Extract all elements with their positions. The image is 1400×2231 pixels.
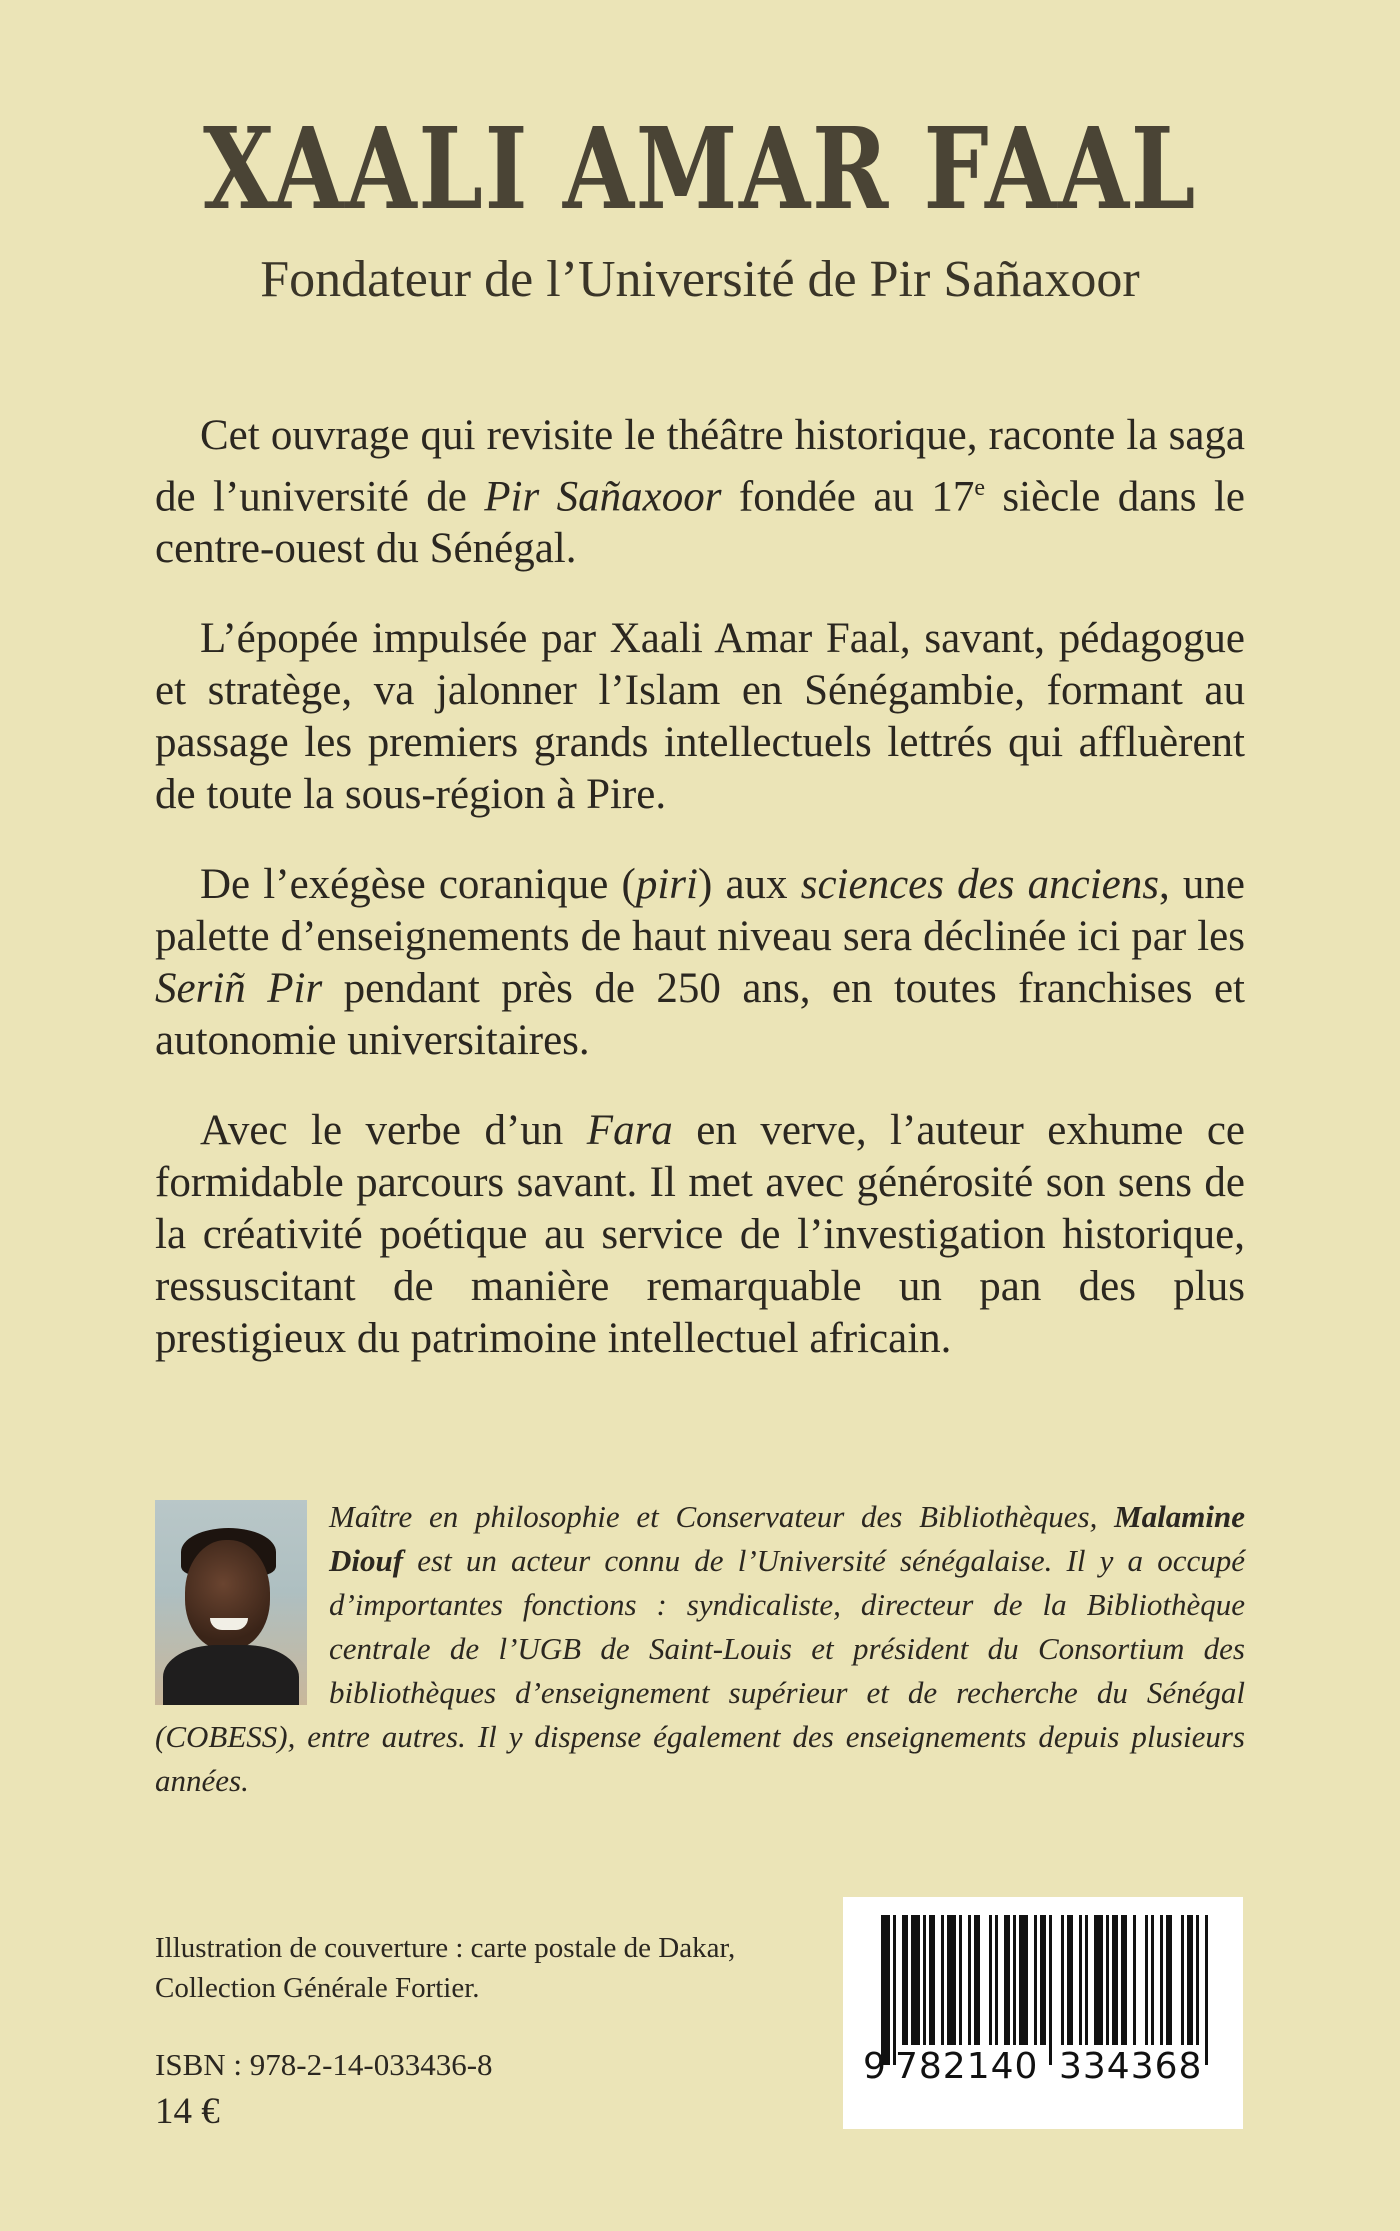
barcode-bar: [1151, 1915, 1154, 2045]
barcode-bar: [923, 1915, 926, 2045]
barcode-bar: [1061, 1915, 1064, 2045]
barcode-bar: [1181, 1915, 1184, 2045]
barcode-bar: [974, 1915, 980, 2045]
price: 14 €: [155, 2091, 220, 2132]
barcode-bar: [947, 1915, 956, 2045]
barcode-bar: [1019, 1915, 1028, 2045]
credits-line-1: Illustration de couverture : carte postale de Dakar,: [155, 1932, 736, 1964]
barcode-bar: [881, 1915, 890, 2065]
barcode-bar: [1133, 1915, 1136, 2045]
cover-credits: [155, 1928, 795, 2008]
barcode-bar: [1049, 1915, 1052, 2065]
barcode-bar: [1013, 1915, 1016, 2045]
barcode-bar: [1067, 1915, 1073, 2045]
barcode-bar: [1079, 1915, 1082, 2045]
blurb-paragraph-1: Cet ouvrage qui revisite le théâtre historique, raconte la saga de l’université de Pir Sañaxoor fondée au 17e siècle dans le centre-ouest du Sénégal.: [155, 412, 1245, 573]
barcode-bar: [1094, 1915, 1103, 2045]
barcode-bar: [1040, 1915, 1046, 2045]
barcode-bar: [1145, 1915, 1148, 2045]
barcode-bar: [959, 1915, 962, 2045]
barcode-bar: [1187, 1915, 1193, 2045]
book-title: XAALI AMAR FAAL: [203, 104, 1197, 235]
barcode-bar: [911, 1915, 920, 2045]
author-bio: Maître en philosophie et Conservateur des Bibliothèques, Malamine Diouf est un acteur connu de l’Université sénégalaise. Il y a occupé d’importantes fonctions : syndicaliste, directeur de la Bibliothèque centrale de l’UGB de Saint-Louis et président du Consortium des bibliothèques d’enseignement supérieur et de recherche du Sénégal (COBESS), entre autres. Il y dispense également des enseignements depuis plusieurs années.: [155, 1499, 1245, 1798]
isbn: ISBN : 978-2-14-033436-8: [155, 2047, 493, 2082]
barcode: [843, 1897, 1243, 2129]
author-photo: [155, 1500, 307, 1705]
barcode-bar: [1196, 1915, 1199, 2045]
barcode-digits-right: 334368: [1059, 2046, 1203, 2087]
blurb-paragraph-3: De l’exégèse coranique (piri) aux sciences des anciens, une palette d’enseignements de haut niveau sera déclinée ici par les Seriñ Pir pendant près de 250 ans, en toutes franchises et autonomie universitaires.: [155, 861, 1245, 1065]
barcode-bar: [1034, 1915, 1037, 2045]
book-subtitle: Fondateur de l’Université de Pir Sañaxoor: [260, 251, 1140, 308]
barcode-bars: [855, 1915, 1231, 2065]
barcode-bar: [1160, 1915, 1163, 2045]
barcode-digit-first: 9: [863, 2046, 887, 2087]
author-name: Malamine Diouf: [329, 1499, 1245, 1578]
barcode-bar: [1205, 1915, 1208, 2065]
barcode-digits-left: 782140: [895, 2046, 1039, 2087]
barcode-bar: [1085, 1915, 1088, 2045]
barcode-bar: [989, 1915, 992, 2045]
barcode-bar: [902, 1915, 908, 2045]
blurb-paragraph-4: Avec le verbe d’un Fara en verve, l’auteur exhume ce formidable parcours savant. Il met avec générosité son sens de la créativité poétique au service de l’investigation historique, ressuscitant de manière remarquable un pan des plus prestigieux du patrimoine intellectuel africain.: [155, 1107, 1246, 1363]
barcode-bar: [893, 1915, 896, 2065]
back-cover-blurb: [155, 410, 1245, 1403]
credits-line-2: Collection Générale Fortier.: [155, 1972, 480, 2004]
barcode-bar: [995, 1915, 998, 2045]
blurb-paragraph-2: L’épopée impulsée par Xaali Amar Faal, savant, pédagogue et stratège, va jalonner l’Islam en Sénégambie, formant au passage les premiers grands intellectuels lettrés qui affluèrent de toute la sous-région à Pire.: [155, 615, 1245, 819]
barcode-bar: [1166, 1915, 1172, 2045]
barcode-bar: [1004, 1915, 1010, 2045]
barcode-bar: [1121, 1915, 1127, 2045]
barcode-bar: [1106, 1915, 1109, 2045]
barcode-bar: [1112, 1915, 1118, 2045]
barcode-bar: [968, 1915, 971, 2045]
barcode-bar: [929, 1915, 935, 2045]
barcode-bar: [941, 1915, 944, 2045]
